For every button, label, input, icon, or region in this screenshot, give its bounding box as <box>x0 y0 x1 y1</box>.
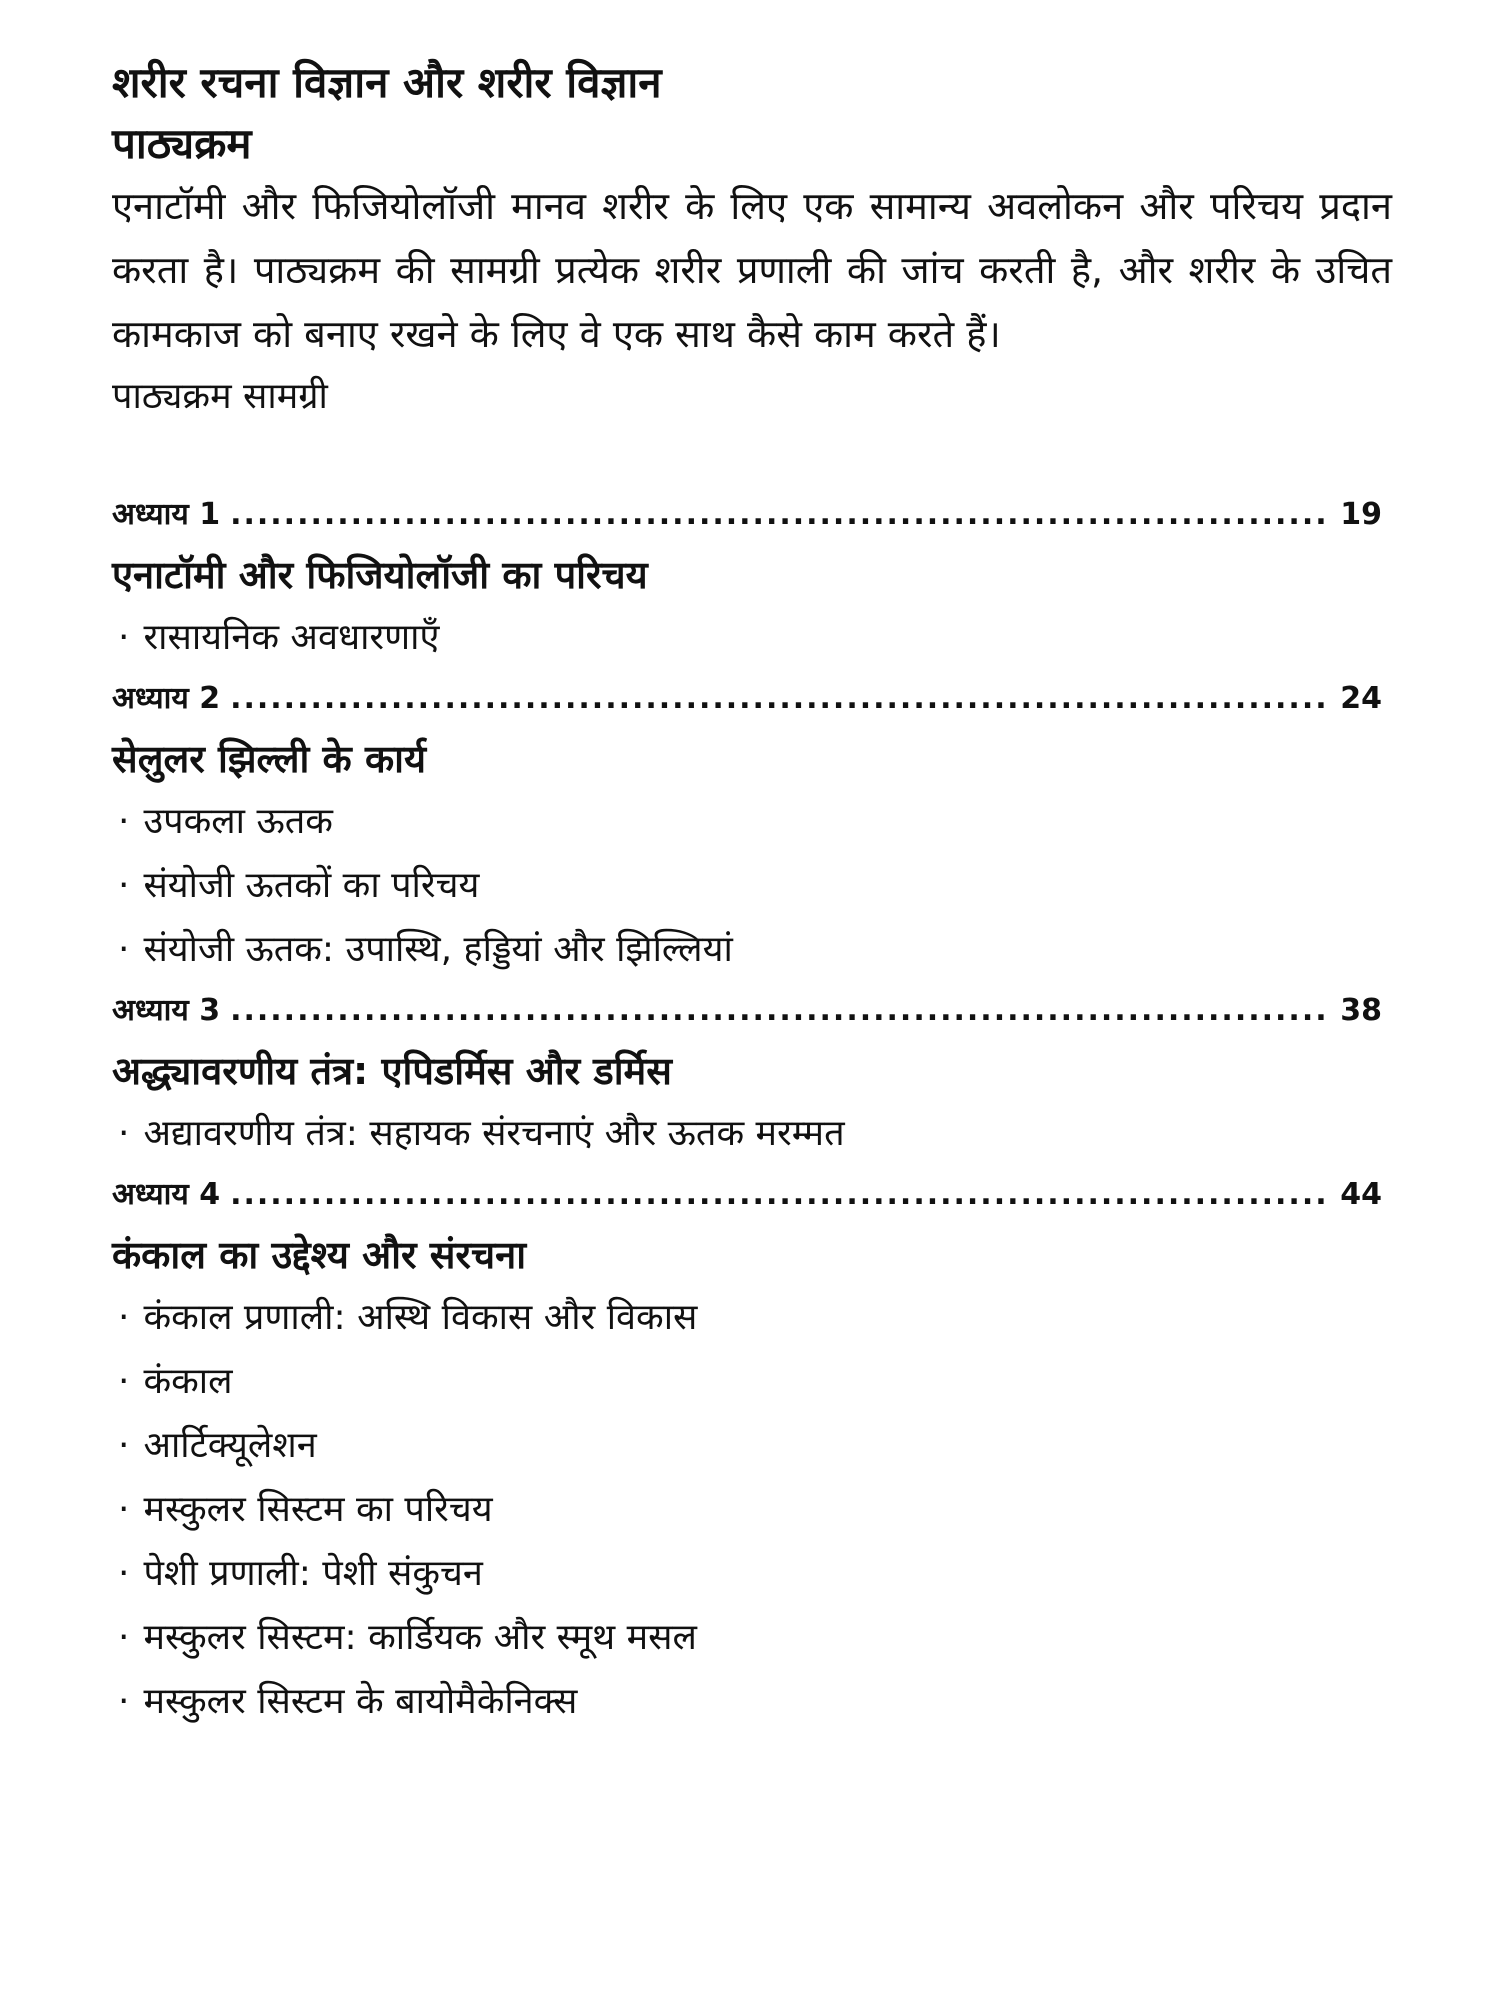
document-subtitle: पाठ्यक्रम <box>112 119 252 168</box>
chapter-label: अध्याय 3 <box>112 993 221 1028</box>
topic-item <box>112 1350 1402 1414</box>
topic-item <box>112 1670 1402 1734</box>
topic-item <box>112 1478 1402 1542</box>
contents-label: पाठ्यक्रम सामग्री <box>112 376 328 417</box>
chapter-heading-line <box>112 486 1382 544</box>
bullet-icon: · <box>118 929 130 970</box>
dot-leader <box>230 982 1330 1040</box>
topic-item <box>112 790 1402 854</box>
topic-item <box>112 606 1402 670</box>
bullet-icon: · <box>118 1617 130 1658</box>
topic-item <box>112 1102 1402 1166</box>
topic-text: मस्कुलर सिस्टम का परिचय <box>143 1489 493 1530</box>
topic-text: उपकला ऊतक <box>143 801 333 842</box>
topic-text: संयोजी ऊतक: उपास्थि, हड्डियां और झिल्लियां <box>143 929 733 970</box>
chapter-page-number: 38 <box>1340 993 1382 1028</box>
intro-paragraph: एनाटॉमी और फिजियोलॉजी मानव शरीर के लिए एक सामान्य अवलोकन और परिचय प्रदान करता है। पाठ्यक्रम की सामग्री प्रत्येक शरीर प्रणाली की जांच करती है, और शरीर के उचित कामकाज को बनाए रखने के लिए वे एक साथ कैसे काम करते हैं। <box>112 184 1392 356</box>
chapter-title: सेलुलर झिल्ली के कार्य <box>112 737 427 781</box>
topic-item <box>112 854 1402 918</box>
dot-leader <box>230 1166 1330 1224</box>
dot-leader <box>230 486 1330 544</box>
bullet-icon: · <box>118 1425 130 1466</box>
bullet-icon: · <box>118 1681 130 1722</box>
document-title: शरीर रचना विज्ञान और शरीर विज्ञान <box>112 58 662 107</box>
bullet-icon: · <box>118 617 130 658</box>
topic-text: कंकाल प्रणाली: अस्थि विकास और विकास <box>143 1297 698 1338</box>
chapter-1 <box>112 486 1402 670</box>
topic-item <box>112 1606 1402 1670</box>
document-page <box>112 52 1402 1734</box>
topic-item <box>112 1414 1402 1478</box>
bullet-icon: · <box>118 1489 130 1530</box>
bullet-icon: · <box>118 1113 130 1154</box>
dot-leader <box>230 670 1330 728</box>
chapter-title: कंकाल का उद्देश्य और संरचना <box>112 1233 527 1277</box>
bullet-icon: · <box>118 1361 130 1402</box>
chapter-page-number: 24 <box>1340 681 1382 716</box>
chapter-heading-line <box>112 1166 1382 1224</box>
bullet-icon: · <box>118 865 130 906</box>
chapter-label: अध्याय 4 <box>112 1177 221 1212</box>
chapter-3 <box>112 982 1402 1166</box>
chapter-label: अध्याय 2 <box>112 681 221 716</box>
topic-text: मस्कुलर सिस्टम: कार्डियक और स्मूथ मसल <box>143 1617 697 1658</box>
topic-text: संयोजी ऊतकों का परिचय <box>143 865 480 906</box>
topic-text: कंकाल <box>143 1361 233 1402</box>
topic-text: रासायनिक अवधारणाएँ <box>143 617 440 658</box>
chapter-title: अद्ध्यावरणीय तंत्र: एपिडर्मिस और डर्मिस <box>112 1049 672 1093</box>
bullet-icon: · <box>118 1297 130 1338</box>
chapter-title: एनाटॉमी और फिजियोलॉजी का परिचय <box>112 553 648 597</box>
bullet-icon: · <box>118 1553 130 1594</box>
chapter-2 <box>112 670 1402 982</box>
topic-text: आर्टिक्यूलेशन <box>143 1425 317 1466</box>
topic-text: मस्कुलर सिस्टम के बायोमैकेनिक्स <box>143 1681 578 1722</box>
topic-item <box>112 1542 1402 1606</box>
chapter-4 <box>112 1166 1402 1734</box>
chapter-heading-line <box>112 982 1382 1040</box>
topic-text: अद्यावरणीय तंत्र: सहायक संरचनाएं और ऊतक मरम्मत <box>143 1113 845 1154</box>
chapter-page-number: 44 <box>1340 1177 1382 1212</box>
bullet-icon: · <box>118 801 130 842</box>
topic-item <box>112 1286 1402 1350</box>
chapter-label: अध्याय 1 <box>112 497 221 532</box>
topic-item <box>112 918 1402 982</box>
topic-text: पेशी प्रणाली: पेशी संकुचन <box>143 1553 483 1594</box>
chapter-page-number: 19 <box>1340 497 1382 532</box>
chapter-heading-line <box>112 670 1382 728</box>
